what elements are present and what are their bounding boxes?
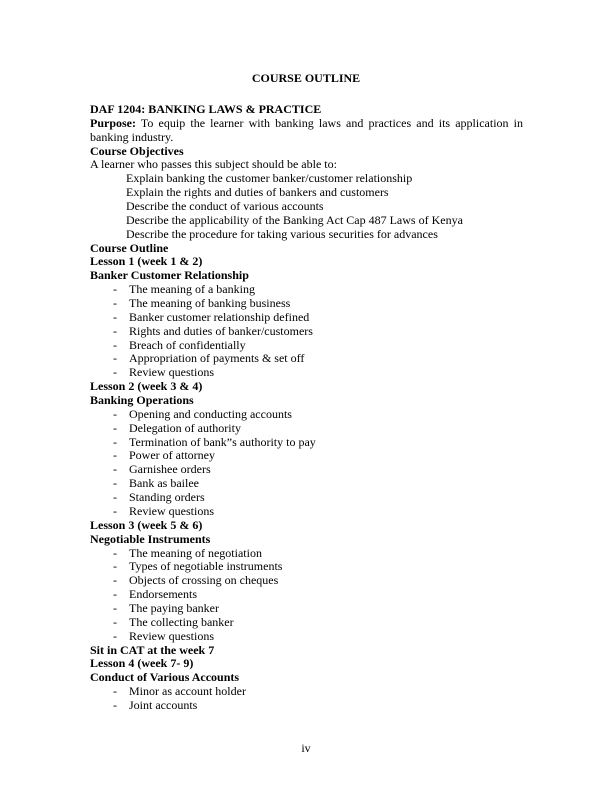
objectives-heading: Course Objectives: [90, 143, 184, 158]
bullet-dash: -: [113, 448, 117, 463]
list-item: [90, 616, 523, 630]
list-item-text: Minor as account holder: [129, 684, 246, 699]
lesson-label: Lesson 1 (week 1 & 2): [90, 254, 203, 269]
list-item: [90, 283, 523, 297]
list-item-text: Appropriation of payments & set off: [129, 351, 305, 366]
list-item: [90, 339, 523, 353]
list-item-text: The collecting banker: [129, 614, 234, 629]
page-number: iv: [301, 741, 311, 755]
list-item: [90, 560, 523, 574]
bullet-dash: -: [113, 462, 117, 477]
list-item-text: The meaning of a banking: [129, 282, 255, 297]
list-item-text: Termination of bank”s authority to pay: [129, 434, 316, 449]
bullet-dash: -: [113, 503, 117, 518]
cat-note: Sit in CAT at the week 7: [90, 642, 215, 657]
objective-item: Describe the conduct of various accounts: [126, 199, 324, 214]
list-item: [90, 325, 523, 339]
bullet-dash: -: [113, 600, 117, 615]
list-item-text: Joint accounts: [129, 697, 198, 712]
bullet-dash: -: [113, 309, 117, 324]
bullet-dash: -: [113, 337, 117, 352]
bullet-dash: -: [113, 614, 117, 629]
list-item-text: Standing orders: [129, 490, 205, 505]
lessons-list: [90, 255, 523, 643]
bullet-dash: -: [113, 559, 117, 574]
bullet-dash: -: [113, 406, 117, 421]
purpose-text: To equip the learner with banking laws and practices and its application in banking industry.: [90, 115, 523, 144]
list-item: [90, 505, 523, 519]
list-item-text: Banker customer relationship defined: [129, 309, 310, 324]
list-item-text: Opening and conducting accounts: [129, 406, 292, 421]
list-item: [90, 685, 523, 699]
list-item-text: Review questions: [129, 628, 214, 643]
list-item-text: Garnishee orders: [129, 462, 211, 477]
list-item-text: Types of negotiable instruments: [129, 559, 283, 574]
list-item-text: Objects of crossing on cheques: [129, 573, 279, 588]
list-item: [90, 352, 523, 366]
lesson-label: Lesson 3 (week 5 & 6): [90, 517, 203, 532]
bullet-dash: -: [113, 351, 117, 366]
lesson-topic: Conduct of Various Accounts: [90, 670, 240, 685]
list-item: [90, 699, 523, 713]
list-item: [90, 366, 523, 380]
list-item-text: Review questions: [129, 503, 214, 518]
bullet-dash: -: [113, 476, 117, 491]
bullet-dash: -: [113, 434, 117, 449]
list-item: [90, 449, 523, 463]
bullet-dash: -: [113, 323, 117, 338]
list-item-text: The paying banker: [129, 600, 219, 615]
list-item: [90, 547, 523, 561]
lesson-topic: Negotiable Instruments: [90, 531, 211, 546]
purpose-paragraph: [90, 117, 523, 145]
list-item-text: The meaning of negotiation: [129, 545, 262, 560]
list-item: [90, 630, 523, 644]
objective-item: Describe the procedure for taking various securities for advances: [126, 226, 438, 241]
course-title: DAF 1204: BANKING LAWS & PRACTICE: [90, 102, 322, 116]
list-item-text: The meaning of banking business: [129, 296, 291, 311]
bullet-dash: -: [113, 490, 117, 505]
list-item-text: Rights and duties of banker/customers: [129, 323, 313, 338]
list-item: [90, 588, 523, 602]
bullet-dash: -: [113, 628, 117, 643]
lesson-topic: Banker Customer Relationship: [90, 268, 249, 283]
list-item-text: Review questions: [129, 365, 214, 380]
list-item-text: Endorsements: [129, 587, 197, 602]
list-item: [90, 574, 523, 588]
list-item-text: Delegation of authority: [129, 420, 241, 435]
list-item: [90, 463, 523, 477]
list-item-text: Breach of confidentially: [129, 337, 246, 352]
document-body: [90, 103, 523, 713]
lesson-label: Lesson 2 (week 3 & 4): [90, 379, 203, 394]
page-title: COURSE OUTLINE: [251, 71, 361, 85]
list-item: [90, 436, 523, 450]
list-item: [90, 297, 523, 311]
list-item: [90, 602, 523, 616]
bullet-dash: -: [113, 573, 117, 588]
objectives-intro: A learner who passes this subject should be able to:: [90, 157, 337, 172]
list-item-text: Power of attorney: [129, 448, 215, 463]
list-item: [90, 422, 523, 436]
bullet-dash: -: [113, 365, 117, 380]
outline-heading: Course Outline: [90, 240, 169, 255]
bullet-dash: -: [113, 587, 117, 602]
purpose-label: Purpose:: [90, 115, 136, 130]
objective-item: Describe the applicability of the Banking Act Cap 487 Laws of Kenya: [126, 212, 463, 227]
lesson-label: Lesson 4 (week 7- 9): [90, 656, 194, 671]
bullet-dash: -: [113, 420, 117, 435]
list-item-text: Bank as bailee: [129, 476, 199, 491]
bullet-dash: -: [113, 684, 117, 699]
bullet-dash: -: [113, 697, 117, 712]
list-item: [90, 477, 523, 491]
bullet-dash: -: [113, 296, 117, 311]
bullet-dash: -: [113, 282, 117, 297]
objective-item: Explain banking the customer banker/customer relationship: [126, 171, 413, 186]
list-item: [90, 491, 523, 505]
lesson-topic: Banking Operations: [90, 393, 194, 408]
list-item: [90, 311, 523, 325]
list-item: [90, 408, 523, 422]
bullet-dash: -: [113, 545, 117, 560]
objective-item: Explain the rights and duties of bankers and customers: [126, 185, 389, 200]
